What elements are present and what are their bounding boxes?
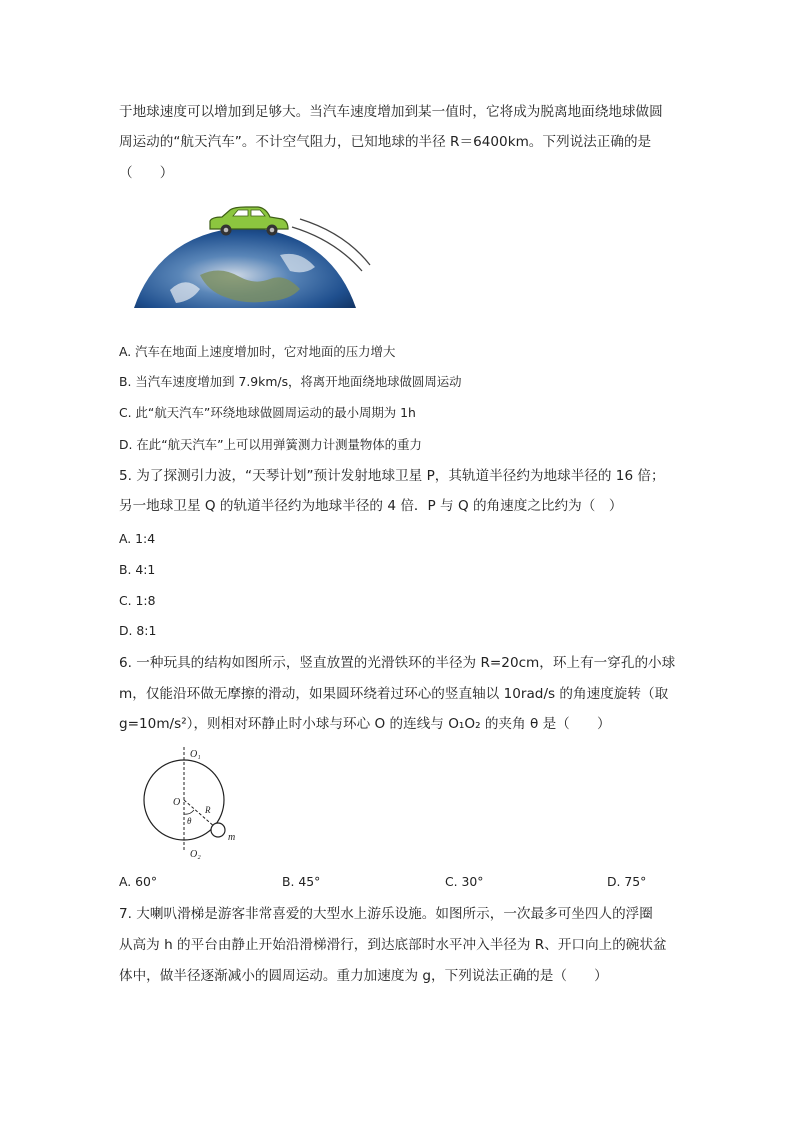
q4-text-line2: 周运动的“航天汽车”。不计空气阻力，已知地球的半径 R＝6400km。下列说法正确的是 [119, 134, 652, 150]
q4-option-c: C. 此“航天汽车”环绕地球做圆周运动的最小周期为 1h [119, 405, 416, 420]
q4-option-b: B. 当汽车速度增加到 7.9km/s，将离开地面绕地球做圆周运动 [119, 374, 462, 389]
q7-text-line2: 从高为 h 的平台由静止开始沿滑梯滑行，到达底部时水平冲入半径为 R、开口向上的碗状盆 [119, 937, 667, 953]
q5-text-line2: 另一地球卫星 Q 的轨道半径约为地球半径的 4 倍．P 与 Q 的角速度之比约为（ ） [119, 498, 623, 514]
q5-option-a: A. 1:4 [119, 531, 156, 546]
q6-option-d: D. 75° [607, 874, 647, 889]
q5-option-b: B. 4:1 [119, 562, 156, 577]
label-o2: O₂ [190, 849, 201, 860]
q4-text-line3: （ ） [119, 165, 174, 181]
q6-text-line2: m，仅能沿环做无摩擦的滑动，如果圆环绕着过环心的竖直轴以 10rad/s 的角速度旋转（取 [119, 686, 669, 702]
q5-text-line1: 5. 为了探测引力波，“天琴计划”预计发射地球卫星 P，其轨道半径约为地球半径的 16 倍； [119, 468, 665, 484]
q4-option-d: D. 在此“航天汽车”上可以用弹簧测力计测量物体的重力 [119, 437, 422, 452]
label-o1: O₁ [190, 749, 201, 760]
q6-text-line3: g=10m/s²），则相对环静止时小球与环心 O 的连线与 O₁O₂ 的夹角 θ 是（ ） [119, 716, 611, 732]
q6-text-line1: 6. 一种玩具的结构如图所示，竖直放置的光滑铁环的半径为 R=20cm，环上有一穿孔的小球 [119, 655, 676, 671]
q7-text-line1: 7. 大喇叭滑梯是游客非常喜爱的大型水上游乐设施。如图所示，一次最多可坐四人的浮圈 [119, 906, 653, 922]
q6-option-c: C. 30° [445, 874, 484, 889]
q7-text-line3: 体中，做半径逐渐减小的圆周运动。重力加速度为 g，下列说法正确的是（ ） [119, 968, 608, 984]
q6-option-a: A. 60° [119, 874, 158, 889]
label-m: m [228, 832, 236, 843]
q4-option-a: A. 汽车在地面上速度增加时，它对地面的压力增大 [119, 344, 396, 359]
car-earth-figure [130, 205, 380, 310]
q6-option-b: B. 45° [282, 874, 321, 889]
q5-option-d: D. 8:1 [119, 623, 157, 638]
label-o: O [173, 797, 181, 808]
ring-figure [138, 744, 248, 864]
label-r: R [205, 805, 211, 815]
q5-option-c: C. 1:8 [119, 593, 156, 608]
label-theta: θ [187, 816, 192, 826]
q4-text-line1: 于地球速度可以增加到足够大。当汽车速度增加到某一值时，它将成为脱离地面绕地球做圆 [119, 104, 663, 120]
bead [211, 823, 225, 837]
